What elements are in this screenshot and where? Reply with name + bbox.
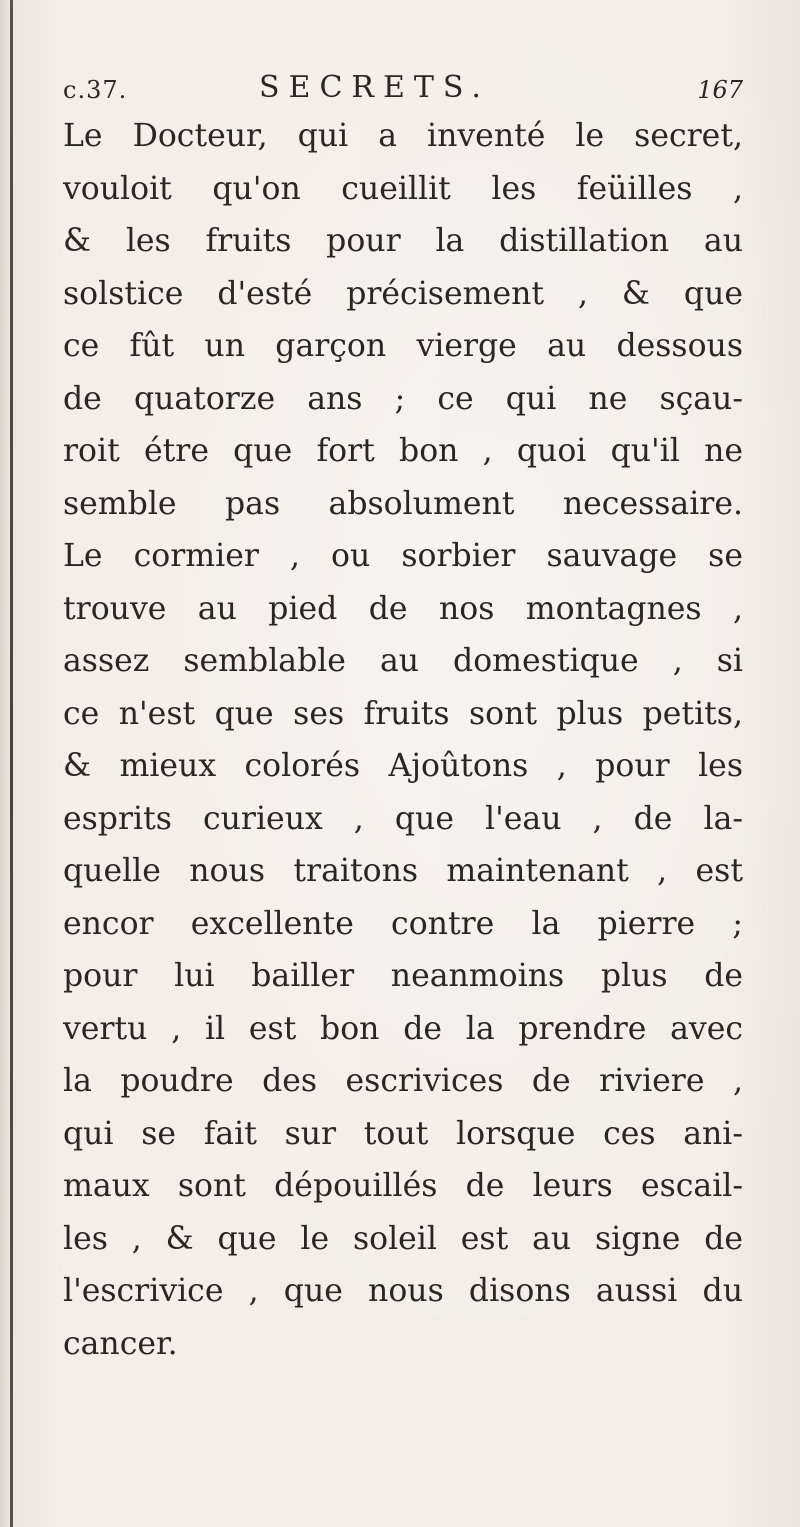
text-line: vouloit qu'on cueillit les feüilles , [63, 170, 743, 207]
text-line: la poudre des escrivices de riviere , [63, 1063, 743, 1099]
text-line: quelle nous traitons maintenant , est [63, 853, 743, 889]
text-line: semble pas absolument necessaire. [63, 485, 743, 522]
text-line: l'escrivice , que nous disons aussi du [63, 1273, 743, 1309]
text-line: trouve au pied de nos montagnes , [63, 590, 743, 627]
text-line: qui se fait sur tout lorsque ces ani- [63, 1115, 743, 1152]
text-line: ce fût un garçon vierge au dessous [63, 328, 743, 364]
page-gutter [0, 0, 10, 1527]
text-line-last: cancer. [63, 1325, 178, 1362]
text-line: vertu , il est bon de la prendre avec [63, 1010, 743, 1047]
text-line: roit étre que fort bon , quoi qu'il ne [63, 433, 743, 469]
text-line: les , & que le soleil est au signe de [63, 1220, 743, 1257]
text-line: maux sont dépouillés de leurs escail- [63, 1168, 743, 1204]
text-line: Le cormier , ou sorbier sauvage se [63, 538, 743, 574]
chapter-number: c.37. [63, 76, 128, 104]
running-title: SECRETS. [259, 70, 490, 105]
text-line: de quatorze ans ; ce qui ne sçau- [63, 380, 743, 417]
page-number: 167 [697, 76, 743, 104]
text-line: esprits curieux , que l'eau , de la- [63, 800, 743, 837]
text-line: pour lui bailler neanmoins plus de [63, 958, 743, 994]
text-line: & mieux colorés Ajoûtons , pour les [63, 748, 743, 784]
text-line: Le Docteur, qui a inventé le secret, [63, 118, 743, 154]
page-header [63, 70, 743, 110]
text-line: encor excellente contre la pierre ; [63, 905, 743, 942]
text-line: solstice d'esté précisement , & que [63, 275, 743, 312]
text-line: assez semblable au domestique , si [63, 643, 743, 679]
text-line: & les fruits pour la distillation au [63, 223, 743, 259]
text-line: ce n'est que ses fruits sont plus petits, [63, 695, 743, 732]
body-text [63, 110, 743, 1370]
binding-edge [10, 0, 13, 1527]
